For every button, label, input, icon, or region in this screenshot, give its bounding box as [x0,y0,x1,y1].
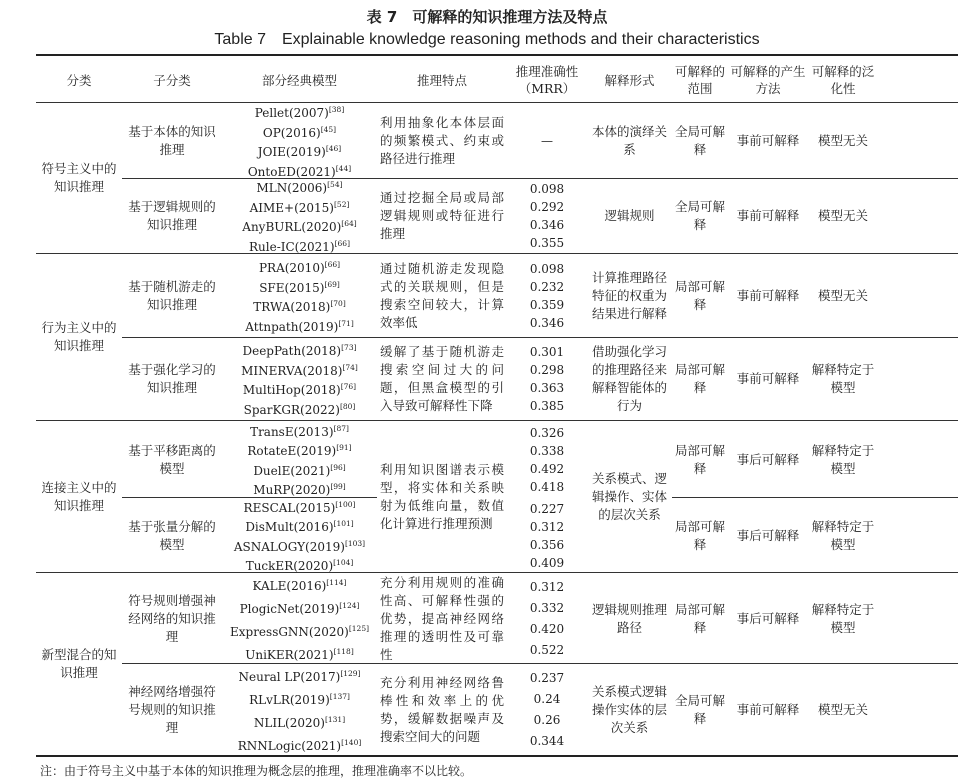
model-entry: NLIL(2020)[131] [253,714,346,730]
table-title-chinese: 表 7 可解释的知识推理方法及特点 [366,8,608,26]
mrr-value: 0.522 [529,642,565,657]
model-list [222,180,377,252]
explanation-form: 关系模式逻辑操作实体的层次关系 [591,683,667,735]
model-entry: RLvLR(2019)[137] [249,691,350,707]
category-symbolic: 符号主义中的知识推理 [41,161,117,194]
generalization: 模型无关 [817,133,868,148]
subcategory-reinforcement: 基于强化学习的知识推理 [128,362,216,395]
mrr-values [507,422,587,497]
generalization: 模型无关 [817,288,868,303]
explanation-form: 借助强化学习的推理路径来解释智能体的行为 [591,344,667,413]
model-entry: Neural LP(2017)[129] [238,668,361,684]
header-scope: 可解释的范围 [674,64,725,96]
group-rule [36,420,958,421]
model-entry: MLN(2006)[54] [256,180,343,195]
subcategory-random-walk: 基于随机游走的知识推理 [128,279,216,312]
model-entry: DeepPath(2018)[73] [242,343,357,358]
group-rule [36,253,958,254]
explanation-form: 本体的演绎关系 [591,124,667,157]
model-entry: RESCAL(2015)[100] [243,499,356,515]
mrr-values [507,665,587,754]
subcategory-nn-enhanced-rules: 神经网络增强符号规则的知识推理 [128,683,216,735]
generation-method: 事后可解释 [736,451,800,467]
table-title-english: Table 7 Explainable knowledge reasoning methods and their characteristics [214,31,760,48]
mrr-value: — [541,134,553,148]
header-models: 部分经典模型 [261,72,337,88]
subcategory-tensor: 基于张量分解的模型 [128,518,216,552]
explanation-scope: 局部可解释 [675,279,726,312]
mrr-values [507,574,587,663]
model-entry: Attnpath(2019)[71] [245,318,354,334]
mrr-value: 0.098 [529,182,565,196]
model-entry: TRWA(2018)[70] [253,299,346,314]
header-generation-method: 可解释的产生方法 [730,64,806,96]
generation-method: 事后可解释 [736,610,800,626]
generalization: 模型无关 [817,208,868,223]
mrr-value: 0.344 [529,733,565,748]
generalization: 解释特定于模型 [811,362,875,395]
explanation-scope: 局部可解释 [675,442,726,476]
mrr-value: 0.326 [529,425,565,440]
model-list [222,665,377,754]
model-entry: AnyBURL(2020)[64] [242,219,357,234]
model-entry: OP(2016)[45] [262,124,337,140]
mrr-value: 0.409 [529,555,565,570]
header-mrr: 推理准确性（MRR） [515,64,579,96]
explanation-scope: 全局可解释 [675,692,726,726]
model-entry: MultiHop(2018)[76] [242,382,357,397]
mrr-value: 0.385 [529,399,565,413]
model-entry: OntoED(2021)[44] [247,163,352,179]
header-generalization: 可解释的泛化性 [811,64,875,96]
mrr-value: 0.355 [529,236,565,250]
model-entry: Rule-IC(2021)[66] [249,238,350,254]
mrr-value: 0.26 [533,712,561,727]
mrr-value: 0.346 [529,316,565,330]
generalization: 模型无关 [817,701,868,717]
model-entry: RNNLogic(2021)[140] [237,737,362,753]
mrr-values [507,339,587,419]
mrr-value: 0.492 [529,461,565,476]
generation-method: 事前可解释 [736,288,800,303]
generalization: 解释特定于模型 [811,601,875,635]
mrr-value: 0.312 [529,519,565,534]
model-entry: JOIE(2019)[46] [257,144,342,159]
explanation-scope: 局部可解释 [675,362,726,395]
explanation-scope: 局部可解释 [675,601,726,635]
explanation-scope: 全局可解释 [675,199,726,232]
subcategory-logic-rules: 基于逻辑规则的知识推理 [128,199,216,232]
mrr-value: 0.301 [529,345,565,359]
generalization: 解释特定于模型 [811,518,875,552]
model-entry: MINERVA(2018)[74] [241,362,358,378]
header-category: 分类 [66,72,92,88]
header-subcategory: 子分类 [153,72,191,88]
bottom-rule [36,755,958,757]
model-list [222,255,377,337]
category-behaviorism: 行为主义中的知识推理 [41,320,117,353]
generalization: 解释特定于模型 [811,442,875,476]
reasoning-feature: 通过挖掘全局或局部逻辑规则或特征进行推理 [380,190,504,241]
generation-method: 事前可解释 [736,133,800,148]
model-entry: DisMult(2016)[101] [245,519,354,534]
category-connectionism: 连接主义中的知识推理 [41,480,117,513]
mrr-values [507,499,587,572]
sub-rule [122,337,958,338]
model-list [222,574,377,663]
mrr-value: 0.420 [529,621,565,636]
reasoning-feature: 充分利用神经网络鲁棒性和效率上的优势，缓解数据噪声及搜索空间大的问题 [380,674,504,744]
mrr-value: 0.363 [529,381,565,395]
model-entry: RotateE(2019)[91] [247,443,352,458]
generation-method: 事后可解释 [736,527,800,543]
mrr-value: 0.346 [529,218,565,232]
mrr-values [507,104,587,178]
mrr-value: 0.098 [529,262,565,276]
model-entry: Pellet(2007)[38] [254,105,345,120]
mrr-value: 0.332 [529,600,565,615]
top-rule [36,54,958,56]
generation-method: 事前可解释 [736,701,800,717]
subcategory-ontology: 基于本体的知识推理 [128,124,216,157]
mrr-value: 0.227 [529,501,565,516]
model-entry: DuelE(2021)[96] [253,462,346,478]
model-entry: UniKER(2021)[118] [245,646,354,662]
reasoning-feature: 通过随机游走发现隐式的关联规则，但是搜索空间较大，计算效率低 [380,261,504,330]
explanation-form: 计算推理路径特征的权重为结果进行解释 [591,270,667,321]
explanation-form: 逻辑规则推理路径 [591,601,667,635]
model-entry: MuRP(2020)[99] [253,482,346,497]
model-list [222,339,377,419]
header-explanation-form: 解释形式 [604,72,655,88]
reasoning-feature-shared: 利用知识图谱表示模型，将实体和关系映射为低维向量，数值化计算进行推理预测 [380,462,504,531]
reasoning-feature: 充分利用规则的准确性高、可解释性强的优势，提高神经网络推理的透明性及可靠性 [380,574,504,662]
mrr-value: 0.232 [529,280,565,294]
subcategory-rule-enhanced-nn: 符号规则增强神经网络的知识推理 [128,592,216,644]
header-rule [36,102,958,103]
mrr-value: 0.312 [529,579,565,594]
mrr-value: 0.298 [529,363,565,377]
mrr-value: 0.418 [529,479,565,494]
generation-method: 事前可解释 [736,208,800,223]
mrr-values [507,180,587,252]
model-list [222,422,377,497]
model-entry: SFE(2015)[69] [259,279,340,295]
mrr-values [507,255,587,337]
model-list [222,104,377,178]
model-entry: ASNALOGY(2019)[103] [233,538,366,554]
reasoning-feature: 利用抽象化本体层面的频繁模式、约束或路径进行推理 [380,115,504,166]
model-entry: SparKGR(2022)[80] [243,401,356,417]
table-footnote: 注：由于符号主义中基于本体的知识推理为概念层的推理，推理准确率不以比较。 [40,764,473,778]
model-list [222,499,377,572]
model-entry: ExpressGNN(2020)[125] [229,623,370,639]
mrr-value: 0.292 [529,200,565,214]
model-entry: KALE(2016)[114] [252,577,347,593]
mrr-value: 0.237 [529,670,565,685]
header-features: 推理特点 [416,72,467,88]
explanation-form-shared: 关系模式、逻辑操作、实体的层次关系 [591,471,667,522]
model-entry: AIME+(2015)[52] [249,199,350,215]
mrr-value: 0.356 [529,537,565,552]
explanation-scope: 局部可解释 [675,518,726,552]
mrr-value: 0.338 [529,443,565,458]
mrr-value: 0.24 [533,691,561,706]
subcategory-translational: 基于平移距离的模型 [128,442,216,476]
model-entry: TuckER(2020)[104] [245,558,354,573]
mrr-value: 0.359 [529,298,565,312]
sub-rule [672,497,958,498]
reasoning-feature: 缓解了基于随机游走搜索空间过大的问题，但黑盒模型的引入导致可解释性下降 [380,344,504,413]
model-entry: TransE(2013)[87] [250,423,349,439]
model-entry: PlogicNet(2019)[124] [239,600,360,616]
model-entry: PRA(2010)[66] [258,260,341,275]
explanation-scope: 全局可解释 [675,124,726,157]
explanation-form: 逻辑规则 [604,208,655,223]
category-hybrid: 新型混合的知识推理 [41,647,117,680]
generation-method: 事前可解释 [736,371,800,386]
